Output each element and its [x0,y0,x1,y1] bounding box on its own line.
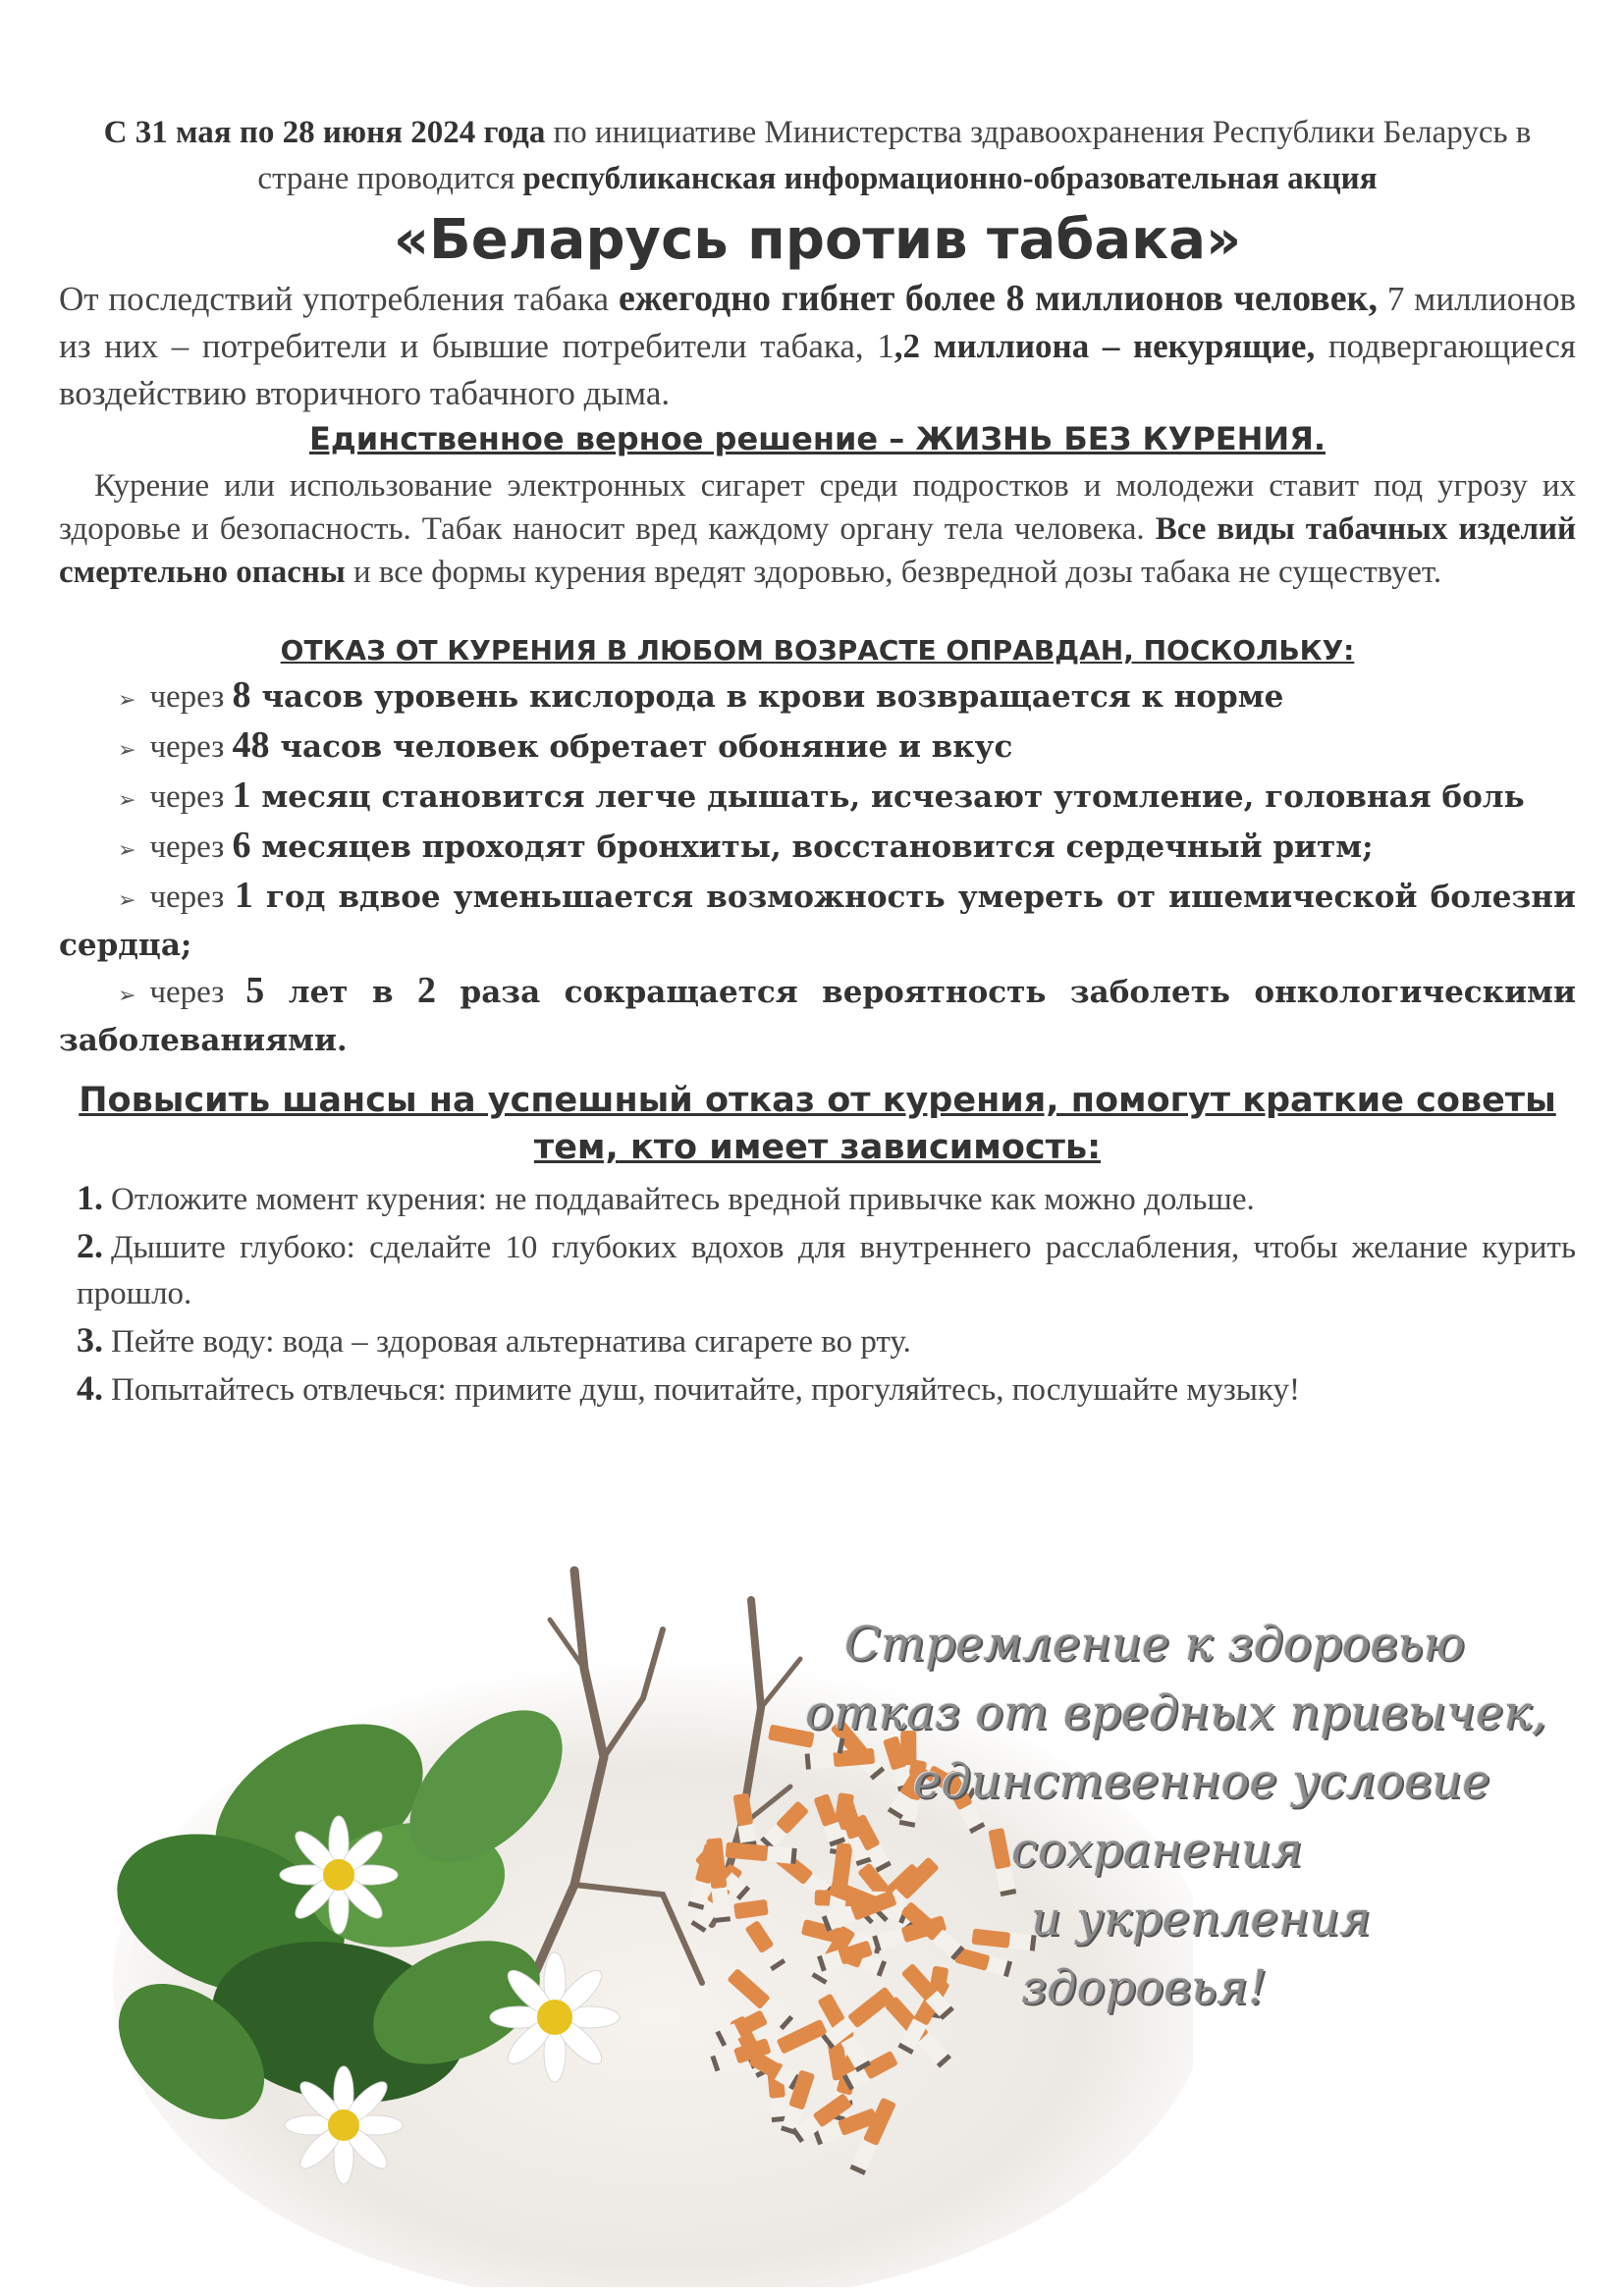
deaths-text-3: подвергающиеся воздействию вторичного табачного дыма. [59,327,1576,412]
motto-text [805,1610,1610,2022]
motto-line: отказ от вредных привычек, [805,1685,1547,1740]
list-item: 2. Дышите глубоко: сделайте 10 глубоких вдохов для внутреннего расслабления, чтобы желание курить прошло. [77,1226,1576,1311]
motto-line: единственное условие [913,1754,1490,1809]
list-item: ➢ через 8 часов уровень кислорода в крови возвращается к норме [118,674,1284,716]
deaths-bold-2: ,2 миллиона – некурящие, [893,327,1316,365]
intro-text [59,110,1576,202]
motto-line: здоровья! [1021,1960,1268,2015]
motto-line: Стремление к здоровью [844,1617,1465,1672]
list-item: ➢ через 6 месяцев проходят бронхиты, восстановится сердечный ритм; [118,825,1374,866]
arrowhead-bullet-icon: ➢ [118,983,136,1007]
harm-text-1: Курение или использование электронных сигарет среди подростков и молодежи ставит под угрозу их здоровье и безопасность. Табак наносит вред каждому органу тела человека. [59,468,1576,547]
motto-line: сохранения [1011,1823,1303,1878]
solution-heading: Единственное верное решение – ЖИЗНЬ БЕЗ КУРЕНИЯ. [309,420,1326,457]
list-item: ➢ через 5 лет в 2 раза сокращается вероятность заболеть онкологическими заболеваниями. [59,970,1576,1058]
deaths-text-2: 7 миллионов из них – потребители и бывшие потребители табака, 1 [59,280,1576,365]
list-item: 1. Отложите момент курения: не поддавайтесь вредной привычке как можно дольше. [77,1178,1255,1217]
deaths-statement [59,275,1576,417]
harm-paragraph [59,464,1576,594]
arrowhead-bullet-icon: ➢ [118,787,136,812]
motto-line: и укрепления [1031,1892,1372,1947]
arrowhead-bullet-icon: ➢ [118,837,136,862]
intro-middle: по инициативе Министерства здравоохранения Республики Беларусь в стране проводится [257,115,1532,196]
deaths-bold-1: ежегодно гибнет более 8 миллионов человек, [618,278,1378,319]
intro-dates: С 31 мая по 28 июня 2024 года [103,115,546,150]
tips-heading: Повысить шансы на успешный отказ от курения, помогут краткие советы тем, кто имеет зависимость: [79,1081,1556,1167]
list-item: 4. Попытайтесь отвлечься: примите душ, почитайте, прогуляйтесь, послушайте музыку! [77,1368,1301,1408]
arrowhead-bullet-icon: ➢ [118,687,136,712]
tips-list [77,1175,1576,1414]
leaflet-page [59,110,1576,1414]
arrowhead-bullet-icon: ➢ [118,737,136,762]
list-item: 3. Пейте воду: вода – здоровая альтернатива сигарете во рту. [77,1320,911,1360]
list-item: ➢ через 1 месяц становится легче дышать, исчезают утомление, головная боль [118,774,1525,816]
campaign-title: «Беларусь против табака» [393,208,1242,272]
harm-text-2: и все формы курения вредят здоровью, безвредной дозы табака не существует. [345,555,1442,590]
intro-campaign: республиканская информационно-образовательная акция [522,161,1378,196]
list-item: ➢ через 48 часов человек обретает обоняние и вкус [118,724,1013,766]
harm-bold: Все виды табачных изделий смертельно опасны [59,511,1577,590]
arrowhead-bullet-icon: ➢ [118,887,136,912]
benefits-list [59,672,1576,1063]
deaths-text-1: От последствий употребления табака [59,280,619,318]
benefits-heading: ОТКАЗ ОТ КУРЕНИЯ В ЛЮБОМ ВОЗРАСТЕ ОПРАВДАН, ПОСКОЛЬКУ: [280,634,1355,667]
list-item: ➢ через 1 год вдвое уменьшается возможность умереть от ишемической болезни сердца; [59,875,1576,963]
